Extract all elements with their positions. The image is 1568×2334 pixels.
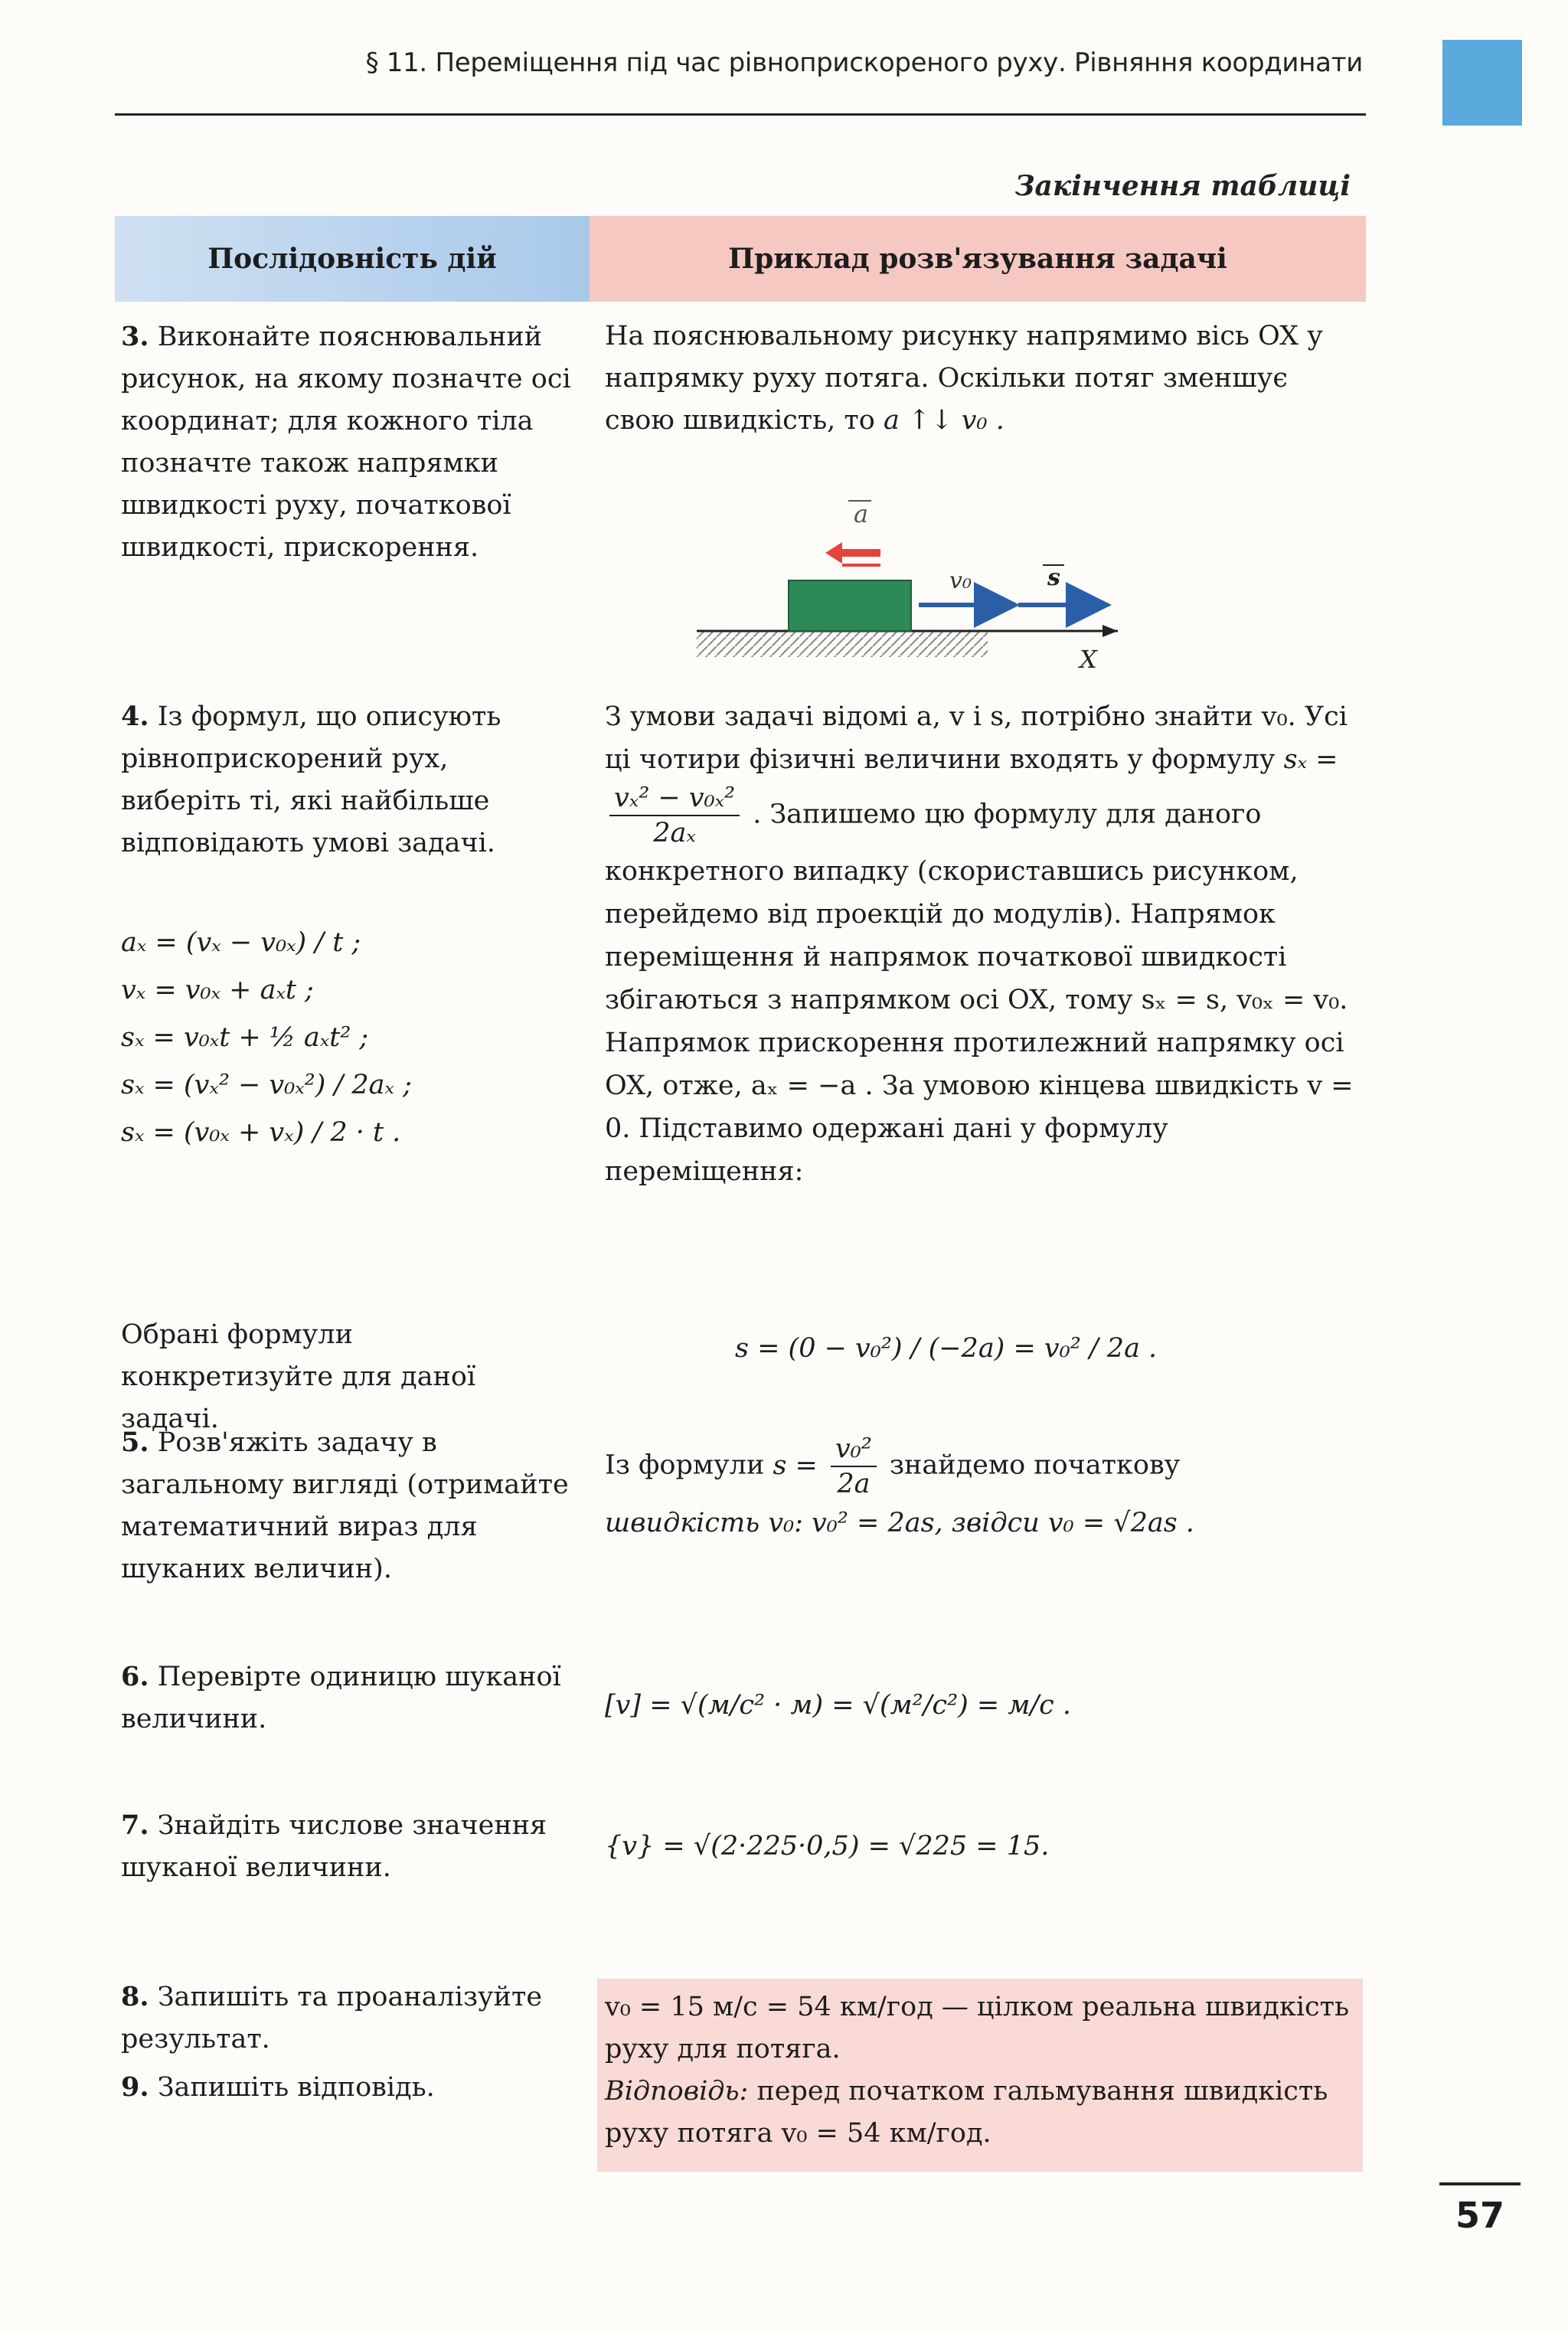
- example-text: З умови задачі відомі a, v і s, потрібно знайти v₀. Усі ці чотири фізичні величини входять у формулу: [605, 701, 1348, 775]
- step-text: Виконайте пояснювальний рисунок, на якому позначте осі координат; для кожного тіла позначте також напрямки швидкості руху, початкової швидкості, прискорення.: [121, 322, 571, 563]
- example-text: Із формули: [605, 1450, 765, 1481]
- step-text: Із формул, що описують рівноприскорений рух, виберіть ті, які найбільше відповідають умові задачі.: [121, 701, 501, 858]
- step-number: 4.: [121, 701, 149, 732]
- example-8-9: [605, 1986, 1355, 2155]
- ground-hatching: [697, 631, 988, 657]
- label-x: X: [1080, 645, 1097, 674]
- column-header-steps: Послідовність дій: [115, 216, 590, 302]
- table-caption: Закінчення таблиці: [1014, 170, 1351, 202]
- section-header: § 11. Переміщення під час рівноприскореного руху. Рівняння координати: [365, 47, 1363, 78]
- step-7: [121, 1804, 573, 1889]
- example-formula: a ↑↓ v₀ .: [884, 405, 1004, 436]
- formula-displacement-time: sₓ = v₀ₓt + ½ aₓt² ;: [121, 1022, 369, 1053]
- example-3: [605, 315, 1355, 442]
- step-6: [121, 1656, 573, 1741]
- train-figure: [689, 490, 1148, 674]
- example-5: [605, 1432, 1355, 1545]
- label-s: s: [1047, 564, 1060, 591]
- step-number: 6.: [121, 1661, 149, 1692]
- page-number: 57: [1455, 2195, 1504, 2236]
- formula-velocity: vₓ = v₀ₓ + aₓt ;: [121, 975, 314, 1005]
- step-number: 7.: [121, 1809, 149, 1841]
- example-7: {v} = √(2·225·0,5) = √225 = 15.: [605, 1831, 1050, 1862]
- example-text: На пояснювальному рисунку напрямимо вісь OX у напрямку руху потяга. Оскільки потяг зменшує свою швидкість, то: [605, 321, 1323, 436]
- step-text: Перевірте одиницю шуканої величини.: [121, 1662, 561, 1734]
- step-text: Запишіть та проаналізуйте результат.: [121, 1982, 543, 2055]
- inline-formula: s = $\frac{\text{v₀²}}{2a}$: [773, 1450, 890, 1481]
- step-3: [121, 315, 573, 569]
- formula-displacement-average: sₓ = (v₀ₓ + vₓ) / 2 · t .: [121, 1117, 401, 1148]
- chapter-tab: [1442, 40, 1522, 126]
- step-5: [121, 1421, 573, 1590]
- step-8: [121, 1976, 573, 2061]
- formula-list: [121, 919, 573, 1156]
- example-4-formula: s = (0 − v₀²) / (−2a) = v₀² / 2a .: [735, 1333, 1158, 1364]
- step-text: Знайдіть числове значення шуканої величини.: [121, 1810, 547, 1883]
- header-rule: [115, 113, 1366, 116]
- formula-acceleration: aₓ = (vₓ − v₀ₓ) / t ;: [121, 927, 361, 958]
- example-text-continued: . Запишемо цю формулу для даного конкретного випадку (скориставшись рисунком, перейдемо від проекцій до модулів). Напрямок переміщення й напрямок початкової швидкості збігаються з напрямком осі OX, тому sₓ = s, v₀ₓ = v₀. Напрямок прискорення протилежний напрямку осі OX, отже, aₓ = −a . За умовою кінцева швидкість v = 0. Підставимо одержані дані у формулу переміщення:: [605, 799, 1354, 1187]
- step-text: Запишіть відповідь.: [157, 2072, 435, 2103]
- step-text: Розв'яжіть задачу в загальному вигляді (отримайте математичний вираз для шуканих величин).: [121, 1427, 569, 1584]
- example-4: [605, 695, 1355, 1193]
- step-4: [121, 695, 573, 865]
- example-result: швидкість v₀: v₀² = 2as, звідси v₀ = √2as .: [605, 1508, 1194, 1538]
- answer-text: перед початком гальмування швидкість руху потяга v₀ = 54 км/год.: [605, 2076, 1328, 2149]
- answer-line: [605, 2071, 1355, 2155]
- formula-displacement-velocity: sₓ = (vₓ² − v₀ₓ²) / 2aₓ ;: [121, 1070, 412, 1100]
- example-6: [v] = √(м/с² · м) = √(м²/с²) = м/с .: [605, 1690, 1072, 1721]
- train-block: [789, 580, 911, 631]
- step-number: 8.: [121, 1981, 149, 2012]
- column-header-example: Приклад розв'язування задачі: [590, 216, 1366, 302]
- answer-label: Відповідь:: [605, 2076, 749, 2107]
- label-a: a: [854, 499, 869, 528]
- inline-formula: sₓ = $\frac{\text{vₓ² − v₀ₓ²}}{\text{2aₓ}}$: [605, 744, 1338, 830]
- example-text: знайдемо початкову: [889, 1450, 1181, 1481]
- page-number-rule: [1439, 2182, 1521, 2185]
- step-number: 3.: [121, 321, 149, 352]
- step-4-followup: Обрані формули конкретизуйте для даної задачі.: [121, 1319, 476, 1434]
- label-v0: v₀: [949, 567, 972, 594]
- step-number: 9.: [121, 2071, 149, 2103]
- step-9: [121, 2066, 573, 2109]
- result-text: v₀ = 15 м/с = 54 км/год — цілком реальна швидкість руху для потяга.: [605, 1992, 1350, 2064]
- step-number: 5.: [121, 1427, 149, 1458]
